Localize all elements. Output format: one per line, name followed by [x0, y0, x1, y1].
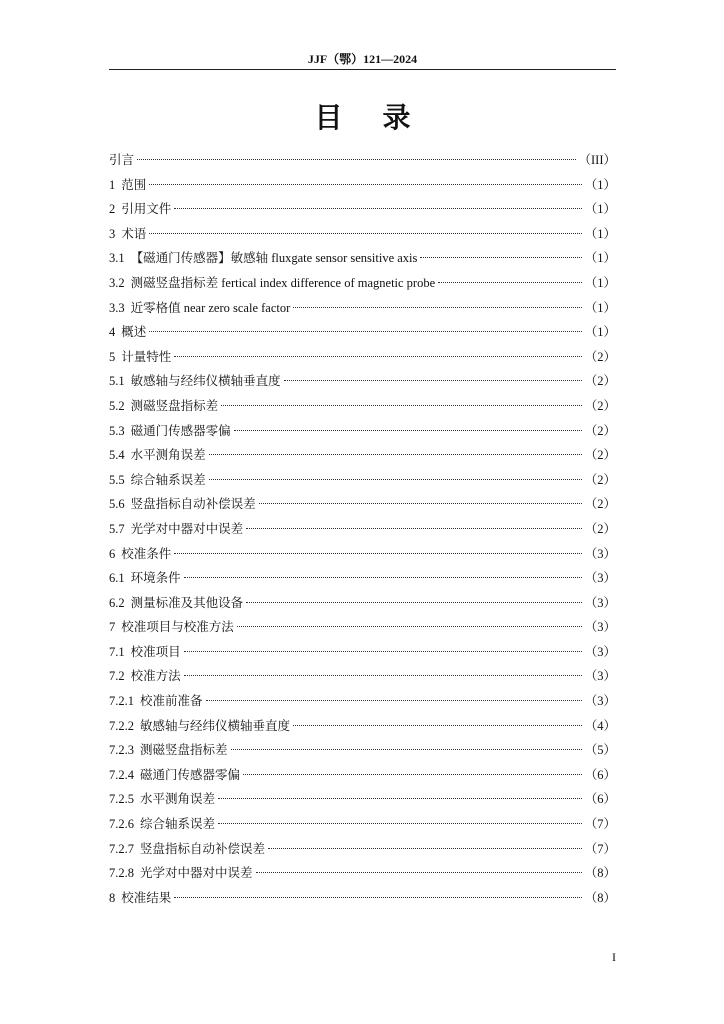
toc-entry-label — [109, 812, 215, 837]
toc-entry-number: 4 — [109, 325, 116, 340]
page-number: I — [612, 950, 616, 964]
toc-entry-text: 校准条件 — [121, 546, 172, 561]
toc-entry-page: （8） — [584, 890, 616, 905]
toc-entry-number: 7.1 — [109, 644, 125, 659]
toc-entry-number: 7.2.1 — [109, 694, 134, 709]
toc-entry[interactable] — [109, 837, 616, 862]
toc-entry-page: （8） — [584, 866, 616, 881]
toc-entry[interactable] — [109, 345, 616, 370]
dot-leader — [293, 725, 582, 726]
toc-entry-number: 7.2 — [109, 669, 125, 684]
toc-entry-number: 7.2.6 — [109, 817, 134, 832]
toc-entry-text: 竖盘指标自动补偿误差 — [140, 841, 266, 856]
dot-leader — [206, 700, 582, 701]
toc-entry-number: 8 — [109, 890, 116, 905]
toc-entry-page: （III） — [578, 153, 616, 167]
toc-entry-number: 7.2.2 — [109, 718, 134, 733]
toc-entry-text: 引用文件 — [121, 202, 172, 217]
toc-entry-label — [109, 664, 181, 689]
toc-entry-text: 磁通门传感器零偏 — [140, 767, 241, 782]
toc-entry-number: 7.2.5 — [109, 792, 134, 807]
toc-entry-page: （1） — [584, 275, 616, 290]
toc-entry-label — [109, 222, 146, 247]
dot-leader — [243, 774, 582, 775]
toc-entry-label — [109, 296, 290, 321]
toc-entry[interactable] — [109, 148, 616, 173]
toc-entry[interactable] — [109, 787, 616, 812]
toc-entry-page: （1） — [584, 177, 616, 192]
toc-entry-text: 测磁竖盘指标差 fertical index difference of magnetic probe — [130, 275, 436, 290]
toc-entry-page: （6） — [584, 767, 616, 782]
toc-entry-number: 5 — [109, 349, 116, 364]
toc-entry[interactable] — [109, 468, 616, 493]
dot-leader — [149, 184, 581, 185]
toc-entry-text: 近零格值 near zero scale factor — [130, 300, 291, 315]
toc-entry-page: （4） — [584, 718, 616, 733]
dot-leader — [420, 257, 581, 258]
dot-leader — [246, 528, 582, 529]
dot-leader — [293, 307, 581, 308]
dot-leader — [174, 356, 581, 357]
dot-leader — [256, 872, 582, 873]
dot-leader — [218, 823, 582, 824]
toc-entry-label — [109, 197, 171, 222]
toc-entry-text: 校准前准备 — [140, 694, 203, 709]
toc-entry-number: 5.3 — [109, 423, 125, 438]
toc-entry-number: 3.1 — [109, 251, 125, 266]
toc-entry[interactable] — [109, 517, 616, 542]
toc-entry-number: 5.7 — [109, 521, 125, 536]
dot-leader — [184, 577, 582, 578]
toc-entry-label — [109, 345, 171, 370]
toc-entry-page: （2） — [584, 423, 616, 438]
toc-entry-label — [109, 837, 265, 862]
toc-entry-label — [109, 173, 146, 198]
toc-entry-text: 校准方法 — [130, 669, 181, 684]
toc-entry-label — [109, 640, 181, 665]
dot-leader — [221, 405, 582, 406]
toc-entry[interactable] — [109, 173, 616, 198]
toc-entry-page: （2） — [584, 472, 616, 487]
toc-entry-number: 5.6 — [109, 497, 125, 512]
dot-leader — [268, 848, 582, 849]
dot-leader — [259, 503, 582, 504]
dot-leader — [209, 454, 582, 455]
toc-entry-text: 计量特性 — [121, 349, 172, 364]
toc-entry-text: 概述 — [121, 325, 147, 340]
toc-entry-text: 综合轴系误差 — [140, 817, 216, 832]
toc-entry[interactable] — [109, 566, 616, 591]
dot-leader — [174, 553, 581, 554]
dot-leader — [137, 159, 575, 160]
toc-entry-number: 5.4 — [109, 448, 125, 463]
dot-leader — [246, 602, 582, 603]
toc-entry-page: （2） — [584, 374, 616, 389]
toc-entry-label — [109, 246, 417, 271]
toc-entry-number: 3 — [109, 226, 116, 241]
toc-entry[interactable] — [109, 542, 616, 567]
dot-leader — [174, 897, 581, 898]
dot-leader — [149, 331, 581, 332]
toc-entry-label — [109, 394, 218, 419]
toc-entry-number: 7.2.3 — [109, 743, 134, 758]
toc-entry[interactable] — [109, 763, 616, 788]
toc-entry[interactable] — [109, 222, 616, 247]
toc-entry-page: （3） — [584, 595, 616, 610]
toc-entry-label — [109, 861, 253, 886]
dot-leader — [237, 626, 582, 627]
toc-entry-label — [109, 787, 215, 812]
dot-leader — [231, 749, 582, 750]
toc-entry-text: 水平测角误差 — [130, 448, 206, 463]
toc-entry-page: （3） — [584, 571, 616, 586]
toc-entry-label — [109, 738, 228, 763]
toc-entry-page: （3） — [584, 546, 616, 561]
toc-entry-label — [109, 320, 146, 345]
toc-entry-page: （1） — [584, 202, 616, 217]
dot-leader — [209, 479, 582, 480]
table-of-contents — [109, 148, 616, 910]
toc-entry[interactable] — [109, 664, 616, 689]
toc-entry-label — [109, 763, 240, 788]
toc-title: 目录 — [314, 101, 451, 134]
toc-entry-number: 7.2.4 — [109, 767, 134, 782]
toc-entry-number: 6.1 — [109, 571, 125, 586]
toc-entry-page: （7） — [584, 817, 616, 832]
toc-entry-number: 6 — [109, 546, 116, 561]
toc-entry-number: 3.2 — [109, 275, 125, 290]
toc-entry-label — [109, 468, 206, 493]
toc-entry-number: 6.2 — [109, 595, 125, 610]
toc-entry[interactable] — [109, 271, 616, 296]
toc-entry-text: 环境条件 — [130, 571, 181, 586]
toc-entry-label — [109, 542, 171, 567]
document-header: JJF（鄂）121—2024 — [109, 50, 616, 70]
dot-leader — [184, 651, 582, 652]
toc-entry[interactable] — [109, 714, 616, 739]
toc-entry-page: （2） — [584, 497, 616, 512]
dot-leader — [184, 675, 582, 676]
toc-entry-label — [109, 689, 203, 714]
dot-leader — [149, 233, 581, 234]
dot-leader — [218, 798, 582, 799]
toc-entry-text: 【磁通门传感器】敏感轴 fluxgate sensor sensitive axis — [130, 251, 418, 266]
toc-entry-label — [109, 443, 206, 468]
toc-entry-page: （3） — [584, 644, 616, 659]
dot-leader — [234, 430, 582, 431]
dot-leader — [284, 380, 582, 381]
toc-entry[interactable] — [109, 197, 616, 222]
toc-entry-page: （1） — [584, 226, 616, 241]
dot-leader — [174, 208, 581, 209]
toc-entry-text: 测磁竖盘指标差 — [140, 743, 228, 758]
toc-entry-text: 校准结果 — [121, 890, 172, 905]
toc-entry-number: 5.2 — [109, 398, 125, 413]
toc-entry-label — [109, 419, 231, 444]
toc-entry[interactable] — [109, 246, 616, 271]
toc-entry-label — [109, 566, 181, 591]
toc-entry[interactable] — [109, 369, 616, 394]
toc-entry-label — [109, 369, 281, 394]
toc-entry-page: （3） — [584, 620, 616, 635]
toc-entry-number: 7.2.7 — [109, 841, 134, 856]
toc-entry-label — [109, 591, 243, 616]
toc-entry-text: 范围 — [121, 177, 147, 192]
toc-entry-page: （1） — [584, 325, 616, 340]
toc-entry[interactable] — [109, 861, 616, 886]
toc-entry[interactable] — [109, 738, 616, 763]
toc-entry[interactable] — [109, 591, 616, 616]
toc-entry-label — [109, 886, 171, 911]
toc-entry-text: 校准项目 — [130, 644, 181, 659]
toc-entry-page: （5） — [584, 743, 616, 758]
toc-entry-text: 水平测角误差 — [140, 792, 216, 807]
toc-entry-page: （7） — [584, 841, 616, 856]
toc-entry-page: （2） — [584, 521, 616, 536]
toc-entry-text: 术语 — [121, 226, 147, 241]
toc-entry-number: 2 — [109, 202, 116, 217]
toc-entry[interactable] — [109, 443, 616, 468]
toc-entry-number: 7 — [109, 620, 116, 635]
toc-entry-text: 校准项目与校准方法 — [121, 620, 234, 635]
toc-entry[interactable] — [109, 812, 616, 837]
toc-entry-page: （3） — [584, 694, 616, 709]
toc-entry-text: 光学对中器对中误差 — [140, 866, 253, 881]
toc-entry-number: 1 — [109, 177, 116, 192]
toc-entry[interactable] — [109, 886, 616, 911]
toc-entry-number: 5.5 — [109, 472, 125, 487]
toc-entry-label — [109, 714, 290, 739]
toc-entry[interactable] — [109, 615, 616, 640]
toc-entry[interactable] — [109, 394, 616, 419]
dot-leader — [438, 282, 582, 283]
toc-entry-text: 综合轴系误差 — [130, 472, 206, 487]
toc-entry-page: （3） — [584, 669, 616, 684]
toc-entry-label — [109, 492, 256, 517]
toc-entry[interactable] — [109, 689, 616, 714]
toc-entry-text: 测磁竖盘指标差 — [130, 398, 219, 413]
toc-entry-page: （2） — [584, 349, 616, 364]
toc-entry-page: （6） — [584, 792, 616, 807]
toc-entry-page: （2） — [584, 448, 616, 463]
toc-entry-label — [109, 615, 234, 640]
toc-entry[interactable] — [109, 640, 616, 665]
toc-entry-text: 竖盘指标自动补偿误差 — [130, 497, 256, 512]
toc-entry-label — [109, 271, 435, 296]
toc-entry-page: （1） — [584, 251, 616, 266]
toc-entry-label — [109, 517, 243, 542]
toc-entry-label — [109, 148, 134, 173]
toc-entry-page: （1） — [584, 300, 616, 315]
toc-entry-number: 5.1 — [109, 374, 125, 389]
toc-entry-number: 7.2.8 — [109, 866, 134, 881]
toc-entry[interactable] — [109, 419, 616, 444]
toc-entry[interactable] — [109, 492, 616, 517]
toc-entry[interactable] — [109, 296, 616, 321]
toc-entry-text: 测量标准及其他设备 — [130, 595, 244, 610]
toc-entry-text: 敏感轴与经纬仪横轴垂直度 — [140, 718, 291, 733]
toc-entry[interactable] — [109, 320, 616, 345]
toc-entry-page: （2） — [584, 398, 616, 413]
toc-entry-text: 引言 — [109, 153, 135, 167]
toc-entry-text: 光学对中器对中误差 — [130, 521, 244, 536]
toc-entry-number: 3.3 — [109, 300, 125, 315]
toc-entry-text: 敏感轴与经纬仪横轴垂直度 — [130, 374, 281, 389]
toc-entry-text: 磁通门传感器零偏 — [130, 423, 231, 438]
